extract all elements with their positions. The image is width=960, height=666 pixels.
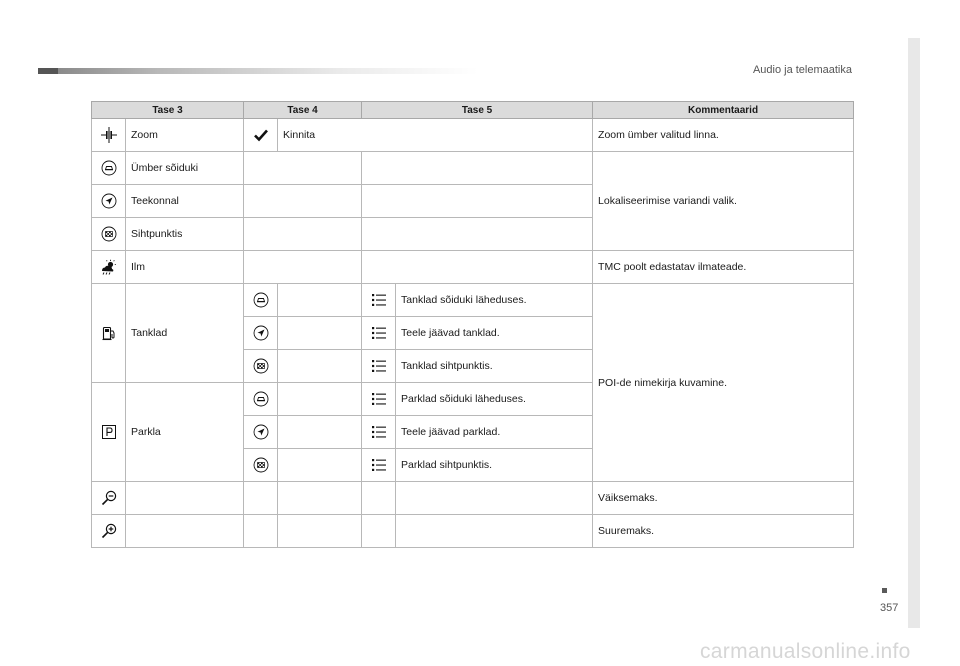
route-icon bbox=[253, 325, 269, 341]
table-row bbox=[92, 482, 854, 515]
route-icon bbox=[101, 193, 117, 209]
vehicle-position-icon bbox=[101, 160, 117, 176]
page-dot bbox=[882, 588, 887, 593]
table-row bbox=[92, 515, 854, 548]
parking-label: Parkla bbox=[126, 383, 244, 482]
map-zoom-icon bbox=[101, 127, 117, 143]
watermark: carmanualsonline.info bbox=[700, 640, 911, 663]
parking-near-vehicle: Parklad sõiduki läheduses. bbox=[396, 383, 593, 416]
side-strip bbox=[908, 38, 920, 628]
parking-icon bbox=[101, 424, 117, 440]
around-vehicle-label: Ümber sõiduki bbox=[126, 152, 244, 185]
parking-at-destination: Parklad sihtpunktis. bbox=[396, 449, 593, 482]
zoom-in-icon bbox=[101, 523, 117, 539]
table-row bbox=[92, 152, 854, 185]
vehicle-position-icon bbox=[253, 391, 269, 407]
header-decorative-bar bbox=[38, 68, 478, 74]
menu-table bbox=[91, 101, 854, 548]
fuel-label: Tanklad bbox=[126, 284, 244, 383]
zoom-out-comment: Väiksemaks. bbox=[593, 482, 854, 515]
list-icon bbox=[371, 457, 387, 473]
checkmark-icon bbox=[253, 127, 269, 143]
weather-comment: TMC poolt edastatav ilmateade. bbox=[593, 251, 854, 284]
section-title: Audio ja telemaatika bbox=[752, 64, 852, 76]
destination-flag-icon bbox=[101, 226, 117, 242]
fuel-near-vehicle: Tanklad sõiduki läheduses. bbox=[396, 284, 593, 317]
fuel-on-route: Teele jäävad tanklad. bbox=[396, 317, 593, 350]
destination-label: Sihtpunktis bbox=[126, 218, 244, 251]
fuel-at-destination: Tanklad sihtpunktis. bbox=[396, 350, 593, 383]
zoom-in-comment: Suuremaks. bbox=[593, 515, 854, 548]
weather-label: Ilm bbox=[126, 251, 244, 284]
poi-comment: POI-de nimekirja kuvamine. bbox=[593, 284, 854, 482]
route-icon bbox=[253, 424, 269, 440]
parking-on-route: Teele jäävad parklad. bbox=[396, 416, 593, 449]
confirm-label: Kinnita bbox=[278, 119, 593, 152]
zoom-label: Zoom bbox=[126, 119, 244, 152]
weather-icon bbox=[101, 259, 117, 275]
localization-comment: Lokaliseerimise variandi valik. bbox=[593, 152, 854, 251]
table-row bbox=[92, 251, 854, 284]
page-number: 357 bbox=[880, 602, 899, 614]
list-icon bbox=[371, 391, 387, 407]
header-level-5: Tase 5 bbox=[362, 102, 593, 119]
table-row bbox=[92, 119, 854, 152]
vehicle-position-icon bbox=[253, 292, 269, 308]
table-row bbox=[92, 284, 854, 317]
header-level-3: Tase 3 bbox=[92, 102, 244, 119]
table-header-row bbox=[92, 102, 854, 119]
header-comments: Kommentaarid bbox=[593, 102, 854, 119]
list-icon bbox=[371, 424, 387, 440]
list-icon bbox=[371, 358, 387, 374]
destination-flag-icon bbox=[253, 457, 269, 473]
zoom-comment: Zoom ümber valitud linna. bbox=[593, 119, 854, 152]
header-level-4: Tase 4 bbox=[244, 102, 362, 119]
list-icon bbox=[371, 292, 387, 308]
fuel-pump-icon bbox=[101, 325, 117, 341]
destination-flag-icon bbox=[253, 358, 269, 374]
route-label: Teekonnal bbox=[126, 185, 244, 218]
list-icon bbox=[371, 325, 387, 341]
zoom-out-icon bbox=[101, 490, 117, 506]
